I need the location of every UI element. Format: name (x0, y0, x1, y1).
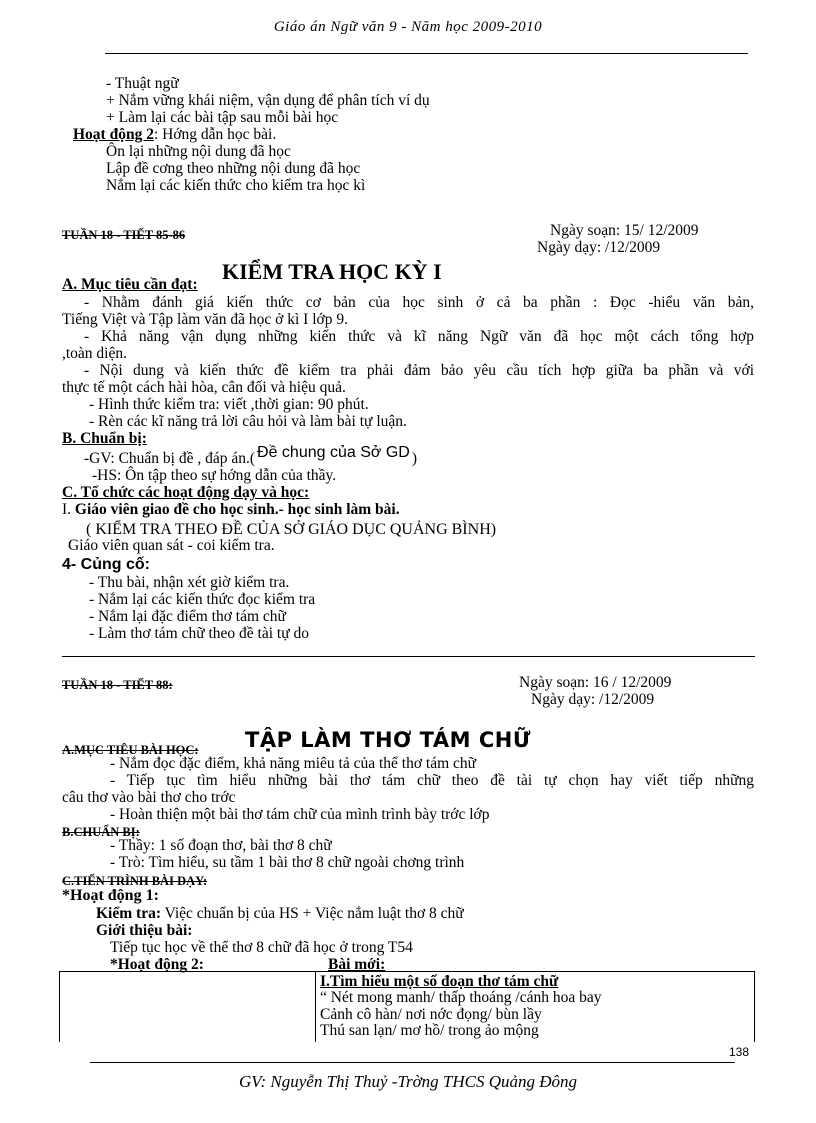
consolidate-line: - Nắm lại các kiến thức đọc kiểm tra (89, 591, 316, 608)
intro-line: + Làm lại các bài tập sau mỗi bài học (106, 109, 339, 126)
lesson1-c1 (62, 502, 400, 518)
check-text: Việc chuẩn bị của HS + Việc nắm luật thơ 8 chữ (160, 905, 464, 922)
lesson1-goal-cont: thực tế một cách hài hòa, cân đối và hiệu quả. (62, 379, 346, 396)
table-row (60, 972, 755, 1043)
prep-gv-text: -GV: Chuẩn bị đề , đáp án.( (84, 450, 256, 467)
consolidate-line: - Làm thơ tám chữ theo đề tài tự do (89, 625, 309, 642)
lesson1-goal: - Rèn các kĩ năng trả lời câu hỏi và làm bài tự luận. (89, 413, 407, 430)
lesson2-obj: - Tiếp tục tìm hiểu những bài thơ tám chữ theo đề tài tự chọn hay viết tiếp những (110, 772, 754, 789)
lesson2-prep: - Trò: Tìm hiểu, su tầm 1 bài thơ 8 chữ ngoài chơng trình (110, 854, 465, 871)
lesson1-week: TUẦN 18 - TIẾT 85-86 (62, 228, 186, 242)
content-cell (316, 972, 755, 1043)
lesson2-check (96, 906, 464, 922)
lesson2-date-prepared: Ngày soạn: 16 / 12/2009 (519, 674, 672, 691)
lesson2-activity1: *Hoạt động 1: (62, 887, 159, 904)
lesson1-date-taught: Ngày dạy: /12/2009 (537, 239, 661, 256)
check-label: Kiểm tra: (96, 905, 161, 922)
lesson1-goal: - Khả năng vận dụng những kiến thức và kĩ năng Ngữ văn đã học một cách tổng hợp (84, 328, 754, 345)
activity2-line: Nắm lại các kiến thức cho kiểm tra học kì (106, 177, 366, 194)
lesson1-section-b: B. Chuẩn bị: (62, 430, 147, 447)
lesson2-objective-label: A.MỤC TIÊU BÀI HỌC: (62, 743, 199, 757)
lesson2-activity2: *Hoạt động 2: (110, 956, 204, 973)
poem-line: Cảnh cô hàn/ nơi nớc đọng/ bùn lầy (320, 1005, 542, 1023)
lesson1-goal-cont: ,toàn diện. (62, 345, 127, 362)
c1-number: I. (62, 501, 72, 518)
lesson1-section-c: C. Tổ chức các hoạt động dạy và học: (62, 484, 310, 501)
page-header: Giáo án Ngữ văn 9 - Năm học 2009-2010 (273, 19, 543, 35)
intro-line: + Nắm vững khái niệm, vận dụng để phân tích ví dụ (106, 92, 430, 109)
lesson1-date-prepared: Ngày soạn: 15/ 12/2009 (550, 222, 699, 239)
lesson1-prep-hs: -HS: Ôn tập theo sự hớng dẫn của thầy. (92, 467, 337, 484)
prep-gv-note: Đề chung của Sở GD (257, 444, 410, 461)
lesson1-c1-watch: Giáo viên quan sát - coi kiểm tra. (68, 537, 275, 554)
c1-text: Giáo viên giao đề cho học sinh.- học sinh làm bài. (74, 501, 400, 518)
section-divider (62, 656, 755, 657)
activity-table (59, 971, 755, 1042)
page-footer: GV: Nguyễn Thị Thuỷ -Trờng THCS Quảng Đông (238, 1072, 578, 1091)
poem-line: “ Nét mong manh/ thấp thoáng /cánh hoa bay (320, 989, 602, 1007)
lesson1-prep-gv (84, 444, 417, 468)
poem-line: Thú san lạn/ mơ hồ/ trong ảo mộng (320, 1022, 539, 1040)
lesson2-obj-cont: câu thơ vào bài thơ cho trớc (62, 789, 236, 806)
page-number: 138 (729, 1045, 750, 1059)
lesson2-prep-label: B.CHUẨN BỊ: (62, 825, 140, 839)
prep-gv-close: ) (411, 450, 417, 467)
consolidate-line: - Thu bài, nhận xét giờ kiểm tra. (89, 574, 290, 591)
lesson1-goal: - Nhằm đánh giá kiến thức cơ bản của học sinh ở cả ba phần : Đọc -hiểu văn bản, (84, 294, 754, 311)
lesson2-obj: - Hoàn thiện một bài thơ tám chữ của mình trình bày trớc lớp (110, 806, 490, 823)
activity2-heading (73, 127, 276, 143)
lesson2-new-lesson: Bài mới: (328, 956, 386, 973)
table-heading: I.Tìm hiểu một số đoạn thơ tám chữ (320, 973, 559, 990)
lesson1-c1-note: ( KIỂM TRA THEO ĐỀ CỦA SỞ GIÁO DỤC QUẢNG BÌNH) (86, 521, 497, 538)
lesson2-obj: - Nắm đọc đặc điểm, khả năng miêu tả của thể thơ tám chữ (110, 755, 477, 772)
lesson2-date-taught: Ngày dạy: /12/2009 (531, 691, 655, 708)
consolidate-line: - Nắm lại đặc điểm thơ tám chữ (89, 608, 286, 625)
lesson1-section-a: A. Mục tiêu cần đạt: (62, 276, 198, 293)
lesson2-intro-text: Tiếp tục học về thể thơ 8 chữ đã học ở trong T54 (110, 939, 413, 956)
lesson2-title: TẬP LÀM THƠ TÁM CHỮ (245, 728, 531, 752)
activity2-text: : Hớng dẫn học bài. (153, 126, 277, 143)
lesson1-consolidate: 4- Củng cố: (62, 556, 150, 573)
activity2-label: Hoạt động 2 (73, 126, 154, 143)
footer-rule (90, 1062, 735, 1063)
lesson1-goal: - Nội dung và kiến thức đề kiểm tra phải đảm bảo yêu cầu tích hợp giữa ba phần và với (84, 362, 754, 379)
lesson1-title: KIỂM TRA HỌC KỲ I (222, 259, 442, 284)
activity2-line: Lập đề cơng theo những nội dung đã học (106, 160, 361, 177)
lesson2-intro-label: Giới thiệu bài: (96, 922, 193, 939)
activity2-line: Ôn lại những nội dung đã học (106, 143, 291, 160)
lesson2-process-label: C.TIẾN TRÌNH BÀI DẠY: (62, 874, 208, 888)
lesson2-week: TUẦN 18 - TIẾT 88: (62, 678, 173, 692)
lesson1-goal-cont: Tiếng Việt và Tập làm văn đã học ở kì I lớp 9. (62, 311, 348, 328)
teacher-student-cell (60, 972, 316, 1043)
lesson1-goal: - Hình thức kiểm tra: viết ,thời gian: 90 phút. (89, 396, 369, 413)
intro-line: - Thuật ngữ (106, 75, 179, 92)
header-rule (105, 53, 748, 54)
lesson2-prep: - Thầy: 1 số đoạn thơ, bài thơ 8 chữ (110, 837, 332, 854)
